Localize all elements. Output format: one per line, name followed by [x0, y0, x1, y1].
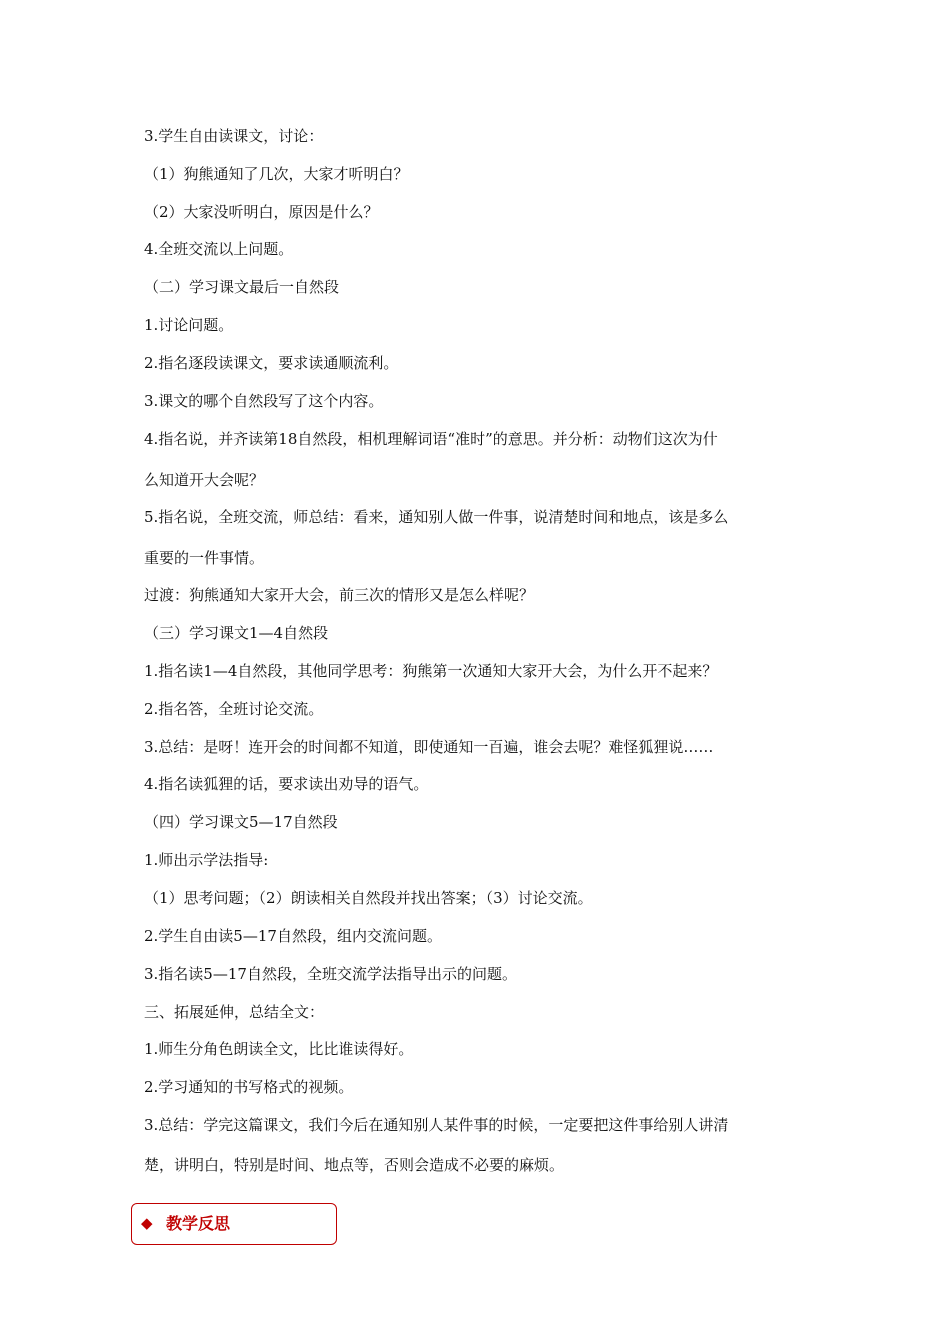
section-heading: 三、拓展延伸，总结全文： — [144, 1003, 325, 1021]
teaching-reflection-title: 教学反思 — [166, 1214, 231, 1233]
text-line: 1.师出示学法指导: — [144, 851, 269, 869]
section-heading: （四）学习课文5—17自然段 — [144, 813, 338, 831]
text-line: 3.学生自由读课文，讨论： — [144, 127, 324, 145]
text-line: （1）狗熊通知了几次，大家才听明白？ — [144, 165, 409, 183]
text-line: 2.指名逐段读课文，要求读通顺流利。 — [144, 354, 399, 372]
text-line: 2.指名答，全班讨论交流。 — [144, 700, 324, 718]
text-line: 3.课文的哪个自然段写了这个内容。 — [144, 392, 384, 410]
text-line: 5.指名说，全班交流，师总结：看来，通知别人做一件事，说清楚时间和地点，该是多么 — [144, 508, 729, 526]
text-line: 3.指名读5—17自然段，全班交流学法指导出示的问题。 — [144, 965, 517, 983]
text-line: 3.总结：是呀！连开会的时间都不知道，即使通知一百遍，谁会去呢？难怪狐狸说…… — [144, 738, 714, 756]
text-line: 过渡：狗熊通知大家开大会，前三次的情形又是怎么样呢？ — [144, 586, 535, 604]
section-heading: （二）学习课文最后一自然段 — [144, 278, 340, 296]
text-line: 4.指名说，并齐读第18自然段，相机理解词语“准时”的意思。并分析：动物们这次为什 — [144, 430, 718, 448]
text-line: 楚，讲明白，特别是时间、地点等，否则会造成不必要的麻烦。 — [144, 1156, 565, 1174]
text-line: 1.讨论问题。 — [144, 316, 234, 334]
text-line: 么知道开大会呢？ — [144, 471, 265, 489]
text-line: （2）大家没听明白，原因是什么？ — [144, 203, 379, 221]
text-line: 4.全班交流以上问题。 — [144, 240, 294, 258]
teaching-reflection-header — [131, 1203, 337, 1245]
text-line: 1.指名读1—4自然段，其他同学思考：狗熊第一次通知大家开大会，为什么开不起来？ — [144, 662, 718, 680]
text-line: 2.学生自由读5—17自然段，组内交流问题。 — [144, 927, 442, 945]
text-line: （1）思考问题；（2）朗读相关自然段并找出答案；（3）讨论交流。 — [144, 889, 593, 907]
section-heading: （三）学习课文1—4自然段 — [144, 624, 329, 642]
text-line: 2.学习通知的书写格式的视频。 — [144, 1078, 354, 1096]
text-line: 4.指名读狐狸的话，要求读出劝导的语气。 — [144, 775, 429, 793]
diamond-icon: ◆ — [141, 1214, 153, 1232]
text-line: 重要的一件事情。 — [144, 549, 265, 567]
text-line: 1.师生分角色朗读全文，比比谁读得好。 — [144, 1040, 414, 1058]
text-line: 3.总结：学完这篇课文，我们今后在通知别人某件事的时候，一定要把这件事给别人讲清 — [144, 1116, 729, 1134]
